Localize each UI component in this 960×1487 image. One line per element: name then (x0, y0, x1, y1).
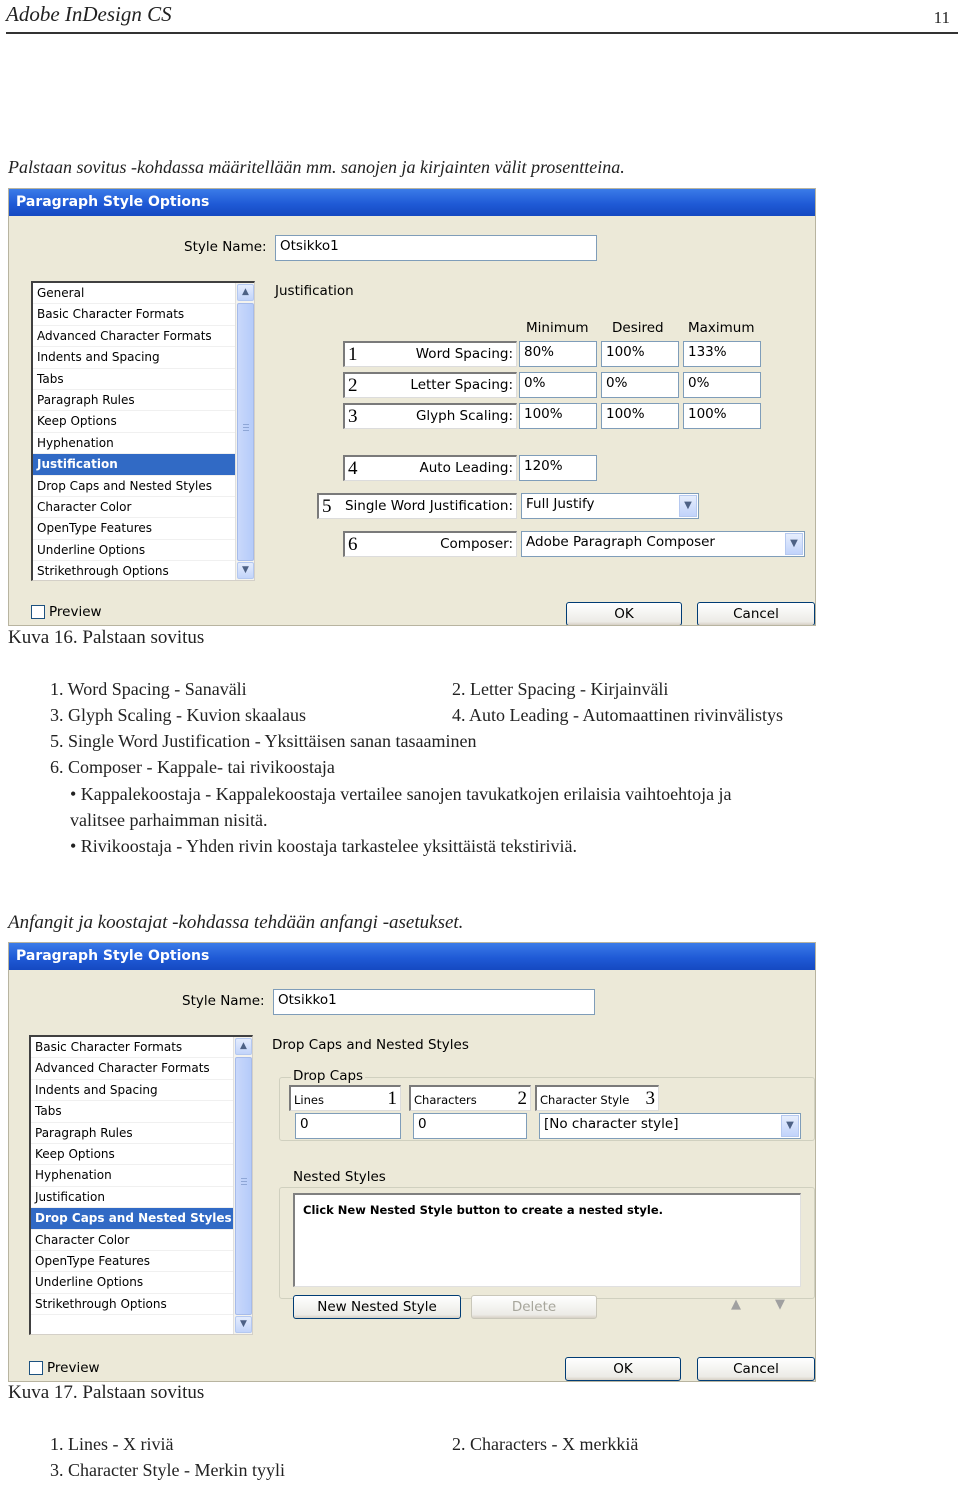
category-item[interactable]: Character Color (33, 497, 254, 518)
ok-button[interactable]: OK (566, 602, 682, 626)
nested-styles-list[interactable] (293, 1193, 801, 1287)
section1-intro: Palstaan sovitus -kohdassa määritellään mm. sanojen ja kirjainten välit prosentteina. (8, 157, 625, 177)
single-word-select[interactable]: Full Justify ▼ (521, 493, 699, 519)
nested-hint: Click New Nested Style button to create a nested style. (303, 1203, 663, 1217)
word-spacing-desired[interactable]: 100% (601, 341, 679, 367)
lines-label-box: Lines 1 (289, 1085, 401, 1111)
category-item[interactable]: Keep Options (31, 1144, 252, 1165)
section-heading: Justification (275, 283, 354, 299)
category-item[interactable]: Strikethrough Options (33, 561, 254, 581)
auto-leading-label-box: 4 Auto Leading: (343, 455, 517, 481)
paragraph-style-dialog-dropcaps (8, 942, 816, 1382)
category-item[interactable]: Drop Caps and Nested Styles (33, 476, 254, 497)
preview-label: Preview (47, 1360, 100, 1376)
page-number: 11 (933, 8, 950, 27)
category-item[interactable]: Basic Character Formats (31, 1037, 252, 1058)
dialog-title: Paragraph Style Options (9, 189, 815, 216)
paragraph-style-dialog-justification (8, 188, 816, 626)
delete-button[interactable]: Delete (471, 1295, 597, 1319)
list-item: 5. Single Word Justification - Yksittäisen sanan tasaaminen (50, 731, 477, 751)
list-item: 6. Composer - Kappale- tai rivikoostaja (50, 757, 335, 777)
lines-input[interactable]: 0 (295, 1113, 401, 1139)
characters-input[interactable]: 0 (413, 1113, 527, 1139)
composer-label-box: 6 Composer: (343, 531, 517, 557)
dialog-title: Paragraph Style Options (9, 943, 815, 970)
category-item[interactable]: Hyphenation (31, 1165, 252, 1186)
bullet-item: • Kappalekoostaja - Kappalekoostaja vertailee sanojen tavukatkojen erilaisia vaihtoehtoja ja (70, 784, 732, 804)
category-item[interactable]: Indents and Spacing (33, 347, 254, 368)
section2-intro: Anfangit ja koostajat -kohdassa tehdään anfangi -asetukset. (8, 912, 464, 933)
cancel-button[interactable]: Cancel (697, 1357, 815, 1381)
category-list[interactable] (29, 1035, 253, 1335)
list-item: 1. Lines - X riviä (50, 1434, 174, 1454)
scroll-thumb[interactable] (237, 303, 254, 561)
category-item[interactable]: Indents and Spacing (31, 1080, 252, 1101)
category-item[interactable]: OpenType Features (31, 1251, 252, 1272)
category-item[interactable]: Tabs (33, 369, 254, 390)
word-spacing-min[interactable]: 80% (519, 341, 597, 367)
glyph-scaling-min[interactable]: 100% (519, 403, 597, 429)
header-rule (6, 32, 958, 34)
col-maximum: Maximum (688, 320, 755, 336)
char-style-label-box: Character Style 3 (535, 1085, 659, 1111)
style-name-label: Style Name: (182, 993, 265, 1009)
drop-caps-heading: Drop Caps (293, 1068, 364, 1084)
category-scrollbar[interactable] (235, 283, 254, 580)
scroll-up-icon[interactable]: ▲ (235, 1038, 252, 1055)
category-item[interactable]: Drop Caps and Nested Styles (31, 1208, 252, 1229)
word-spacing-label-box: 1 Word Spacing: (343, 341, 517, 367)
preview-label: Preview (49, 604, 102, 620)
style-name-input[interactable]: Otsikko1 (275, 235, 597, 261)
glyph-scaling-max[interactable]: 100% (683, 403, 761, 429)
letter-spacing-min[interactable]: 0% (519, 372, 597, 398)
letter-spacing-label-box: 2 Letter Spacing: (343, 372, 517, 398)
list-item: 2. Characters - X merkkiä (452, 1434, 639, 1454)
category-item[interactable]: Character Color (31, 1230, 252, 1251)
category-item[interactable]: Paragraph Rules (33, 390, 254, 411)
category-item[interactable]: Tabs (31, 1101, 252, 1122)
single-word-label-box: 5 Single Word Justification: (317, 493, 517, 519)
letter-spacing-desired[interactable]: 0% (601, 372, 679, 398)
cancel-button[interactable]: Cancel (697, 602, 815, 626)
scroll-thumb[interactable] (235, 1057, 252, 1315)
preview-checkbox[interactable] (29, 1361, 43, 1375)
ok-button[interactable]: OK (565, 1357, 681, 1381)
list-item: 3. Character Style - Merkin tyyli (50, 1460, 285, 1480)
category-item[interactable]: Advanced Character Formats (31, 1058, 252, 1079)
category-item[interactable]: Keep Options (33, 411, 254, 432)
header-title: Adobe InDesign CS (6, 2, 172, 26)
category-item[interactable]: Underline Options (33, 540, 254, 561)
col-minimum: Minimum (526, 320, 589, 336)
letter-spacing-max[interactable]: 0% (683, 372, 761, 398)
new-nested-style-button[interactable]: New Nested Style (293, 1295, 461, 1319)
category-item[interactable]: Basic Character Formats (33, 304, 254, 325)
category-item[interactable]: Paragraph Rules (31, 1123, 252, 1144)
preview-checkbox[interactable] (31, 605, 45, 619)
scroll-up-icon[interactable]: ▲ (237, 284, 254, 301)
figure16-caption: Kuva 16. Palstaan sovitus (8, 627, 205, 648)
glyph-scaling-label-box: 3 Glyph Scaling: (343, 403, 517, 429)
style-name-input[interactable]: Otsikko1 (273, 989, 595, 1015)
figure17-caption: Kuva 17. Palstaan sovitus (8, 1382, 205, 1403)
composer-select[interactable]: Adobe Paragraph Composer ▼ (521, 531, 805, 557)
col-desired: Desired (612, 320, 664, 336)
glyph-scaling-desired[interactable]: 100% (601, 403, 679, 429)
chevron-down-icon[interactable]: ▼ (679, 495, 697, 517)
list-item: 1. Word Spacing - Sanaväli (50, 679, 247, 699)
scroll-down-icon[interactable]: ▼ (235, 1316, 252, 1333)
scroll-down-icon[interactable]: ▼ (237, 562, 254, 579)
list-item: 4. Auto Leading - Automaattinen rivinvälistys (452, 705, 783, 725)
chevron-down-icon[interactable]: ▼ (781, 1115, 799, 1137)
move-down-icon[interactable]: ▼ (775, 1297, 785, 1312)
section-heading: Drop Caps and Nested Styles (272, 1037, 469, 1053)
chevron-down-icon[interactable]: ▼ (785, 533, 803, 555)
characters-label-box: Characters 2 (409, 1085, 531, 1111)
word-spacing-max[interactable]: 133% (683, 341, 761, 367)
style-name-label: Style Name: (184, 239, 267, 255)
category-item[interactable]: Hyphenation (33, 433, 254, 454)
category-item[interactable]: Advanced Character Formats (33, 326, 254, 347)
char-style-select[interactable]: [No character style] ▼ (539, 1113, 801, 1139)
category-item[interactable]: Strikethrough Options (31, 1294, 252, 1315)
list-item: 2. Letter Spacing - Kirjainväli (452, 679, 669, 699)
bullet-item: • Rivikoostaja - Yhden rivin koostaja tarkastelee yksittäistä tekstiriviä. (70, 836, 578, 856)
category-item[interactable]: Justification (33, 454, 254, 475)
list-item: 3. Glyph Scaling - Kuvion skaalaus (50, 705, 306, 725)
nested-styles-heading: Nested Styles (293, 1169, 386, 1185)
bullet-item-continued: valitsee parhaimman nisitä. (70, 810, 268, 830)
category-item[interactable]: OpenType Features (33, 518, 254, 539)
category-item[interactable]: Justification (31, 1187, 252, 1208)
category-list[interactable] (31, 281, 255, 581)
category-item[interactable]: Underline Options (31, 1272, 252, 1293)
category-scrollbar[interactable] (233, 1037, 252, 1334)
category-item[interactable]: General (33, 283, 254, 304)
move-up-icon[interactable]: ▲ (731, 1297, 741, 1312)
auto-leading-input[interactable]: 120% (519, 455, 597, 481)
